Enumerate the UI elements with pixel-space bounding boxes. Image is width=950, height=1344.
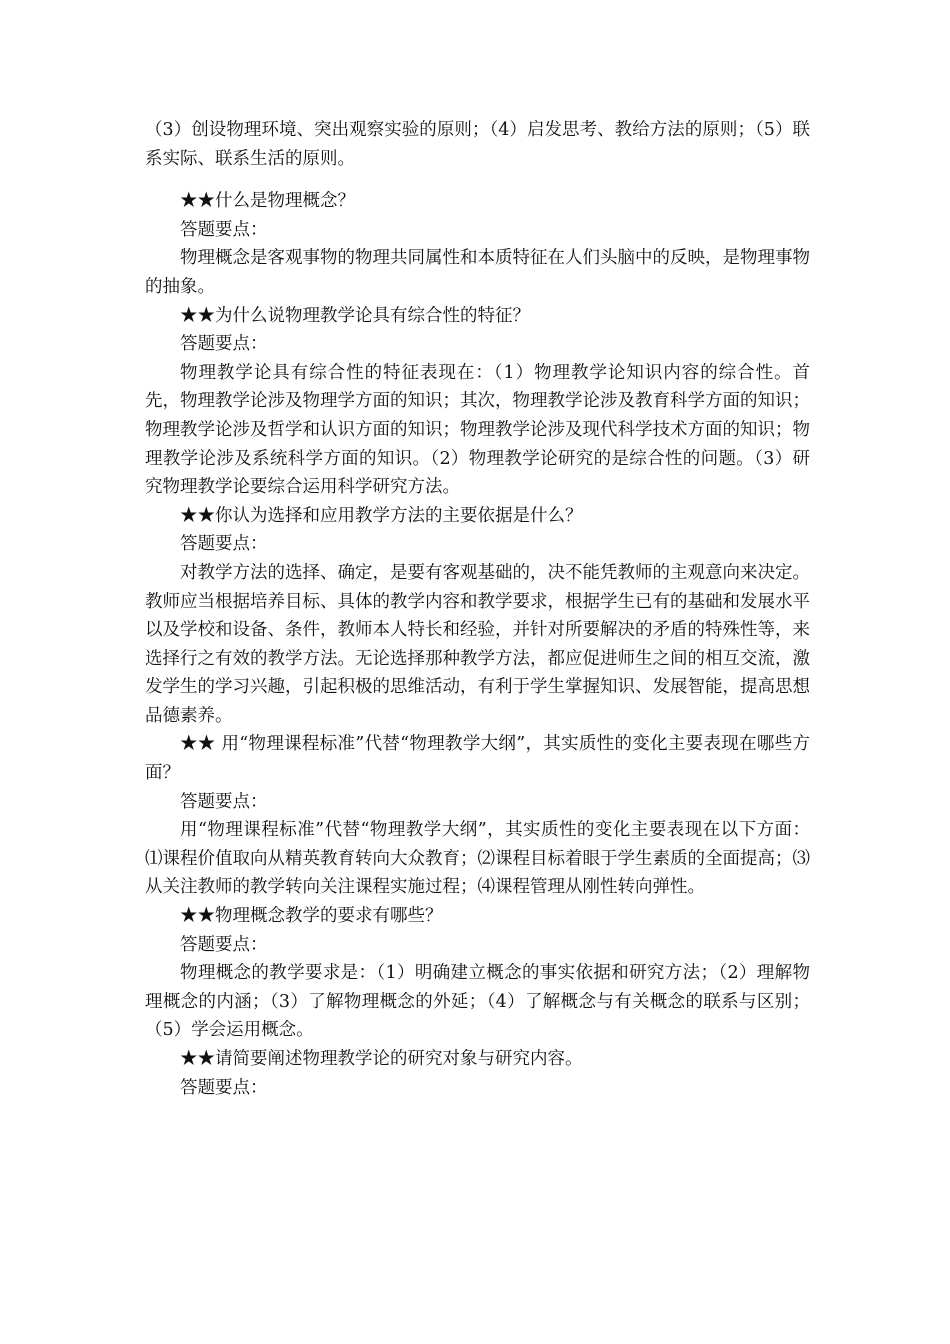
answer-text: 对教学方法的选择、确定，是要有客观基础的，决不能凭教师的主观意向来决定。教师应当根据培养目标、具体的教学内容和教学要求，根据学生已有的基础和发展水平以及学校和设备、条件，教师本人特长和经验，并针对所要解决的矛盾的特殊性等，来选择行之有效的教学方法。无论选择那种教学方法，都应促进师生之间的相互交流，激发学生的学习兴趣，引起积极的思维活动，有利于学生掌握知识、发展智能，提高思想品德素养。 (145, 562, 810, 726)
question-heading: ★★你认为选择和应用教学方法的主要依据是什么？ (180, 505, 583, 526)
answer-label: 答题要点： (180, 534, 268, 555)
answer-text: 物理概念的教学要求是：（1）明确建立概念的事实依据和研究方法；（2）理解物理概念的内涵；（3）了解物理概念的外延；（4）了解概念与有关概念的联系与区别；（5）学会运用概念。 (145, 963, 810, 1041)
question-heading: ★★请简要阐述物理教学论的研究对象与研究内容。 (180, 1049, 583, 1069)
question-heading: ★★ 用“物理课程标准”代替“物理教学大纲”，其实质性的变化主要表现在哪些方面？ (145, 734, 810, 784)
answer-label: 答题要点： (180, 934, 268, 955)
paragraph-principles-continued: （3）创设物理环境、突出观察实验的原则；（4）启发思考、教给方法的原则；（5）联系实际、联系生活的原则。 (145, 120, 810, 169)
paragraph-gap (145, 173, 810, 187)
question-heading: ★★物理概念教学的要求有哪些？ (180, 906, 443, 927)
answer-label: 答题要点： (180, 219, 268, 240)
question-heading: ★★什么是物理概念？ (180, 191, 355, 212)
document-page (145, 116, 810, 1102)
answer-label: 答题要点： (180, 334, 268, 355)
answer-text: 物理概念是客观事物的物理共同属性和本质特征在人们头脑中的反映，是物理事物的抽象。 (145, 248, 810, 297)
answer-label: 答题要点： (180, 1077, 268, 1098)
answer-text: 物理教学论具有综合性的特征表现在：（1）物理教学论知识内容的综合性。首先，物理教学论涉及物理学方面的知识；其次，物理教学论涉及教育科学方面的知识；物理教学论涉及哲学和认识方面的知识；物理教学论涉及现代科学技术方面的知识；物理教学论涉及系统科学方面的知识。（2）物理教学论研究的是综合性的问题。（3）研究物理教学论要综合运用科学研究方法。 (145, 362, 810, 498)
answer-text: 用“物理课程标准”代替“物理教学大纲”，其实质性的变化主要表现在以下方面：⑴课程价值取向从精英教育转向大众教育；⑵课程目标着眼于学生素质的全面提高；⑶从关注教师的教学转向关注课程实施过程；⑷课程管理从刚性转向弹性。 (145, 820, 810, 898)
answer-label: 答题要点： (180, 791, 268, 812)
question-heading: ★★为什么说物理教学论具有综合性的特征？ (180, 305, 530, 326)
